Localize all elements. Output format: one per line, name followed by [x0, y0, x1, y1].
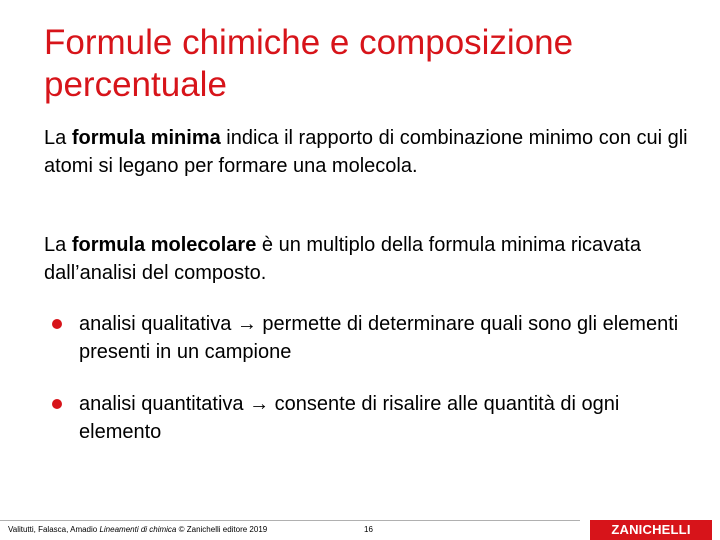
footer-credit: [8, 525, 267, 535]
bullet-dot-icon: [52, 399, 62, 409]
credit-authors: Valitutti, Falasca, Amadio: [8, 525, 100, 534]
zanichelli-logo: ZANICHELLI: [590, 520, 712, 540]
term-formula-minima: formula minima: [71, 127, 221, 149]
page-number: 16: [364, 525, 373, 534]
slide-title: Formule chimiche e composizione percentuale: [44, 23, 574, 104]
credit-book-title: Lineamenti di chimica: [99, 525, 177, 534]
paragraph-suffix: è un multiplo della formula minima ricavata dall’analisi del composto.: [44, 234, 641, 284]
paragraph-prefix: La: [44, 127, 72, 149]
bullet-item: [52, 310, 692, 366]
bullet-dot-icon: [52, 319, 62, 329]
term-formula-molecolare: formula molecolare: [71, 234, 257, 256]
footer-divider: [0, 520, 580, 521]
bullet-text: analisi quantitativa → consente di risalire alle quantità di ogni elemento: [79, 393, 620, 443]
paragraph-formula-minima: [44, 124, 694, 180]
bullet-list: [52, 310, 692, 446]
bullet-item: [52, 390, 692, 446]
credit-publisher: © Zanichelli editore 2019: [176, 525, 268, 534]
paragraph-formula-molecolare: [44, 231, 694, 287]
bullet-text: analisi qualitativa → permette di determinare quali sono gli elementi presenti in un campione: [79, 313, 679, 363]
paragraph-prefix: La: [44, 234, 72, 256]
paragraph-suffix: indica il rapporto di combinazione minimo con cui gli atomi si legano per formare una molecola.: [44, 127, 688, 177]
